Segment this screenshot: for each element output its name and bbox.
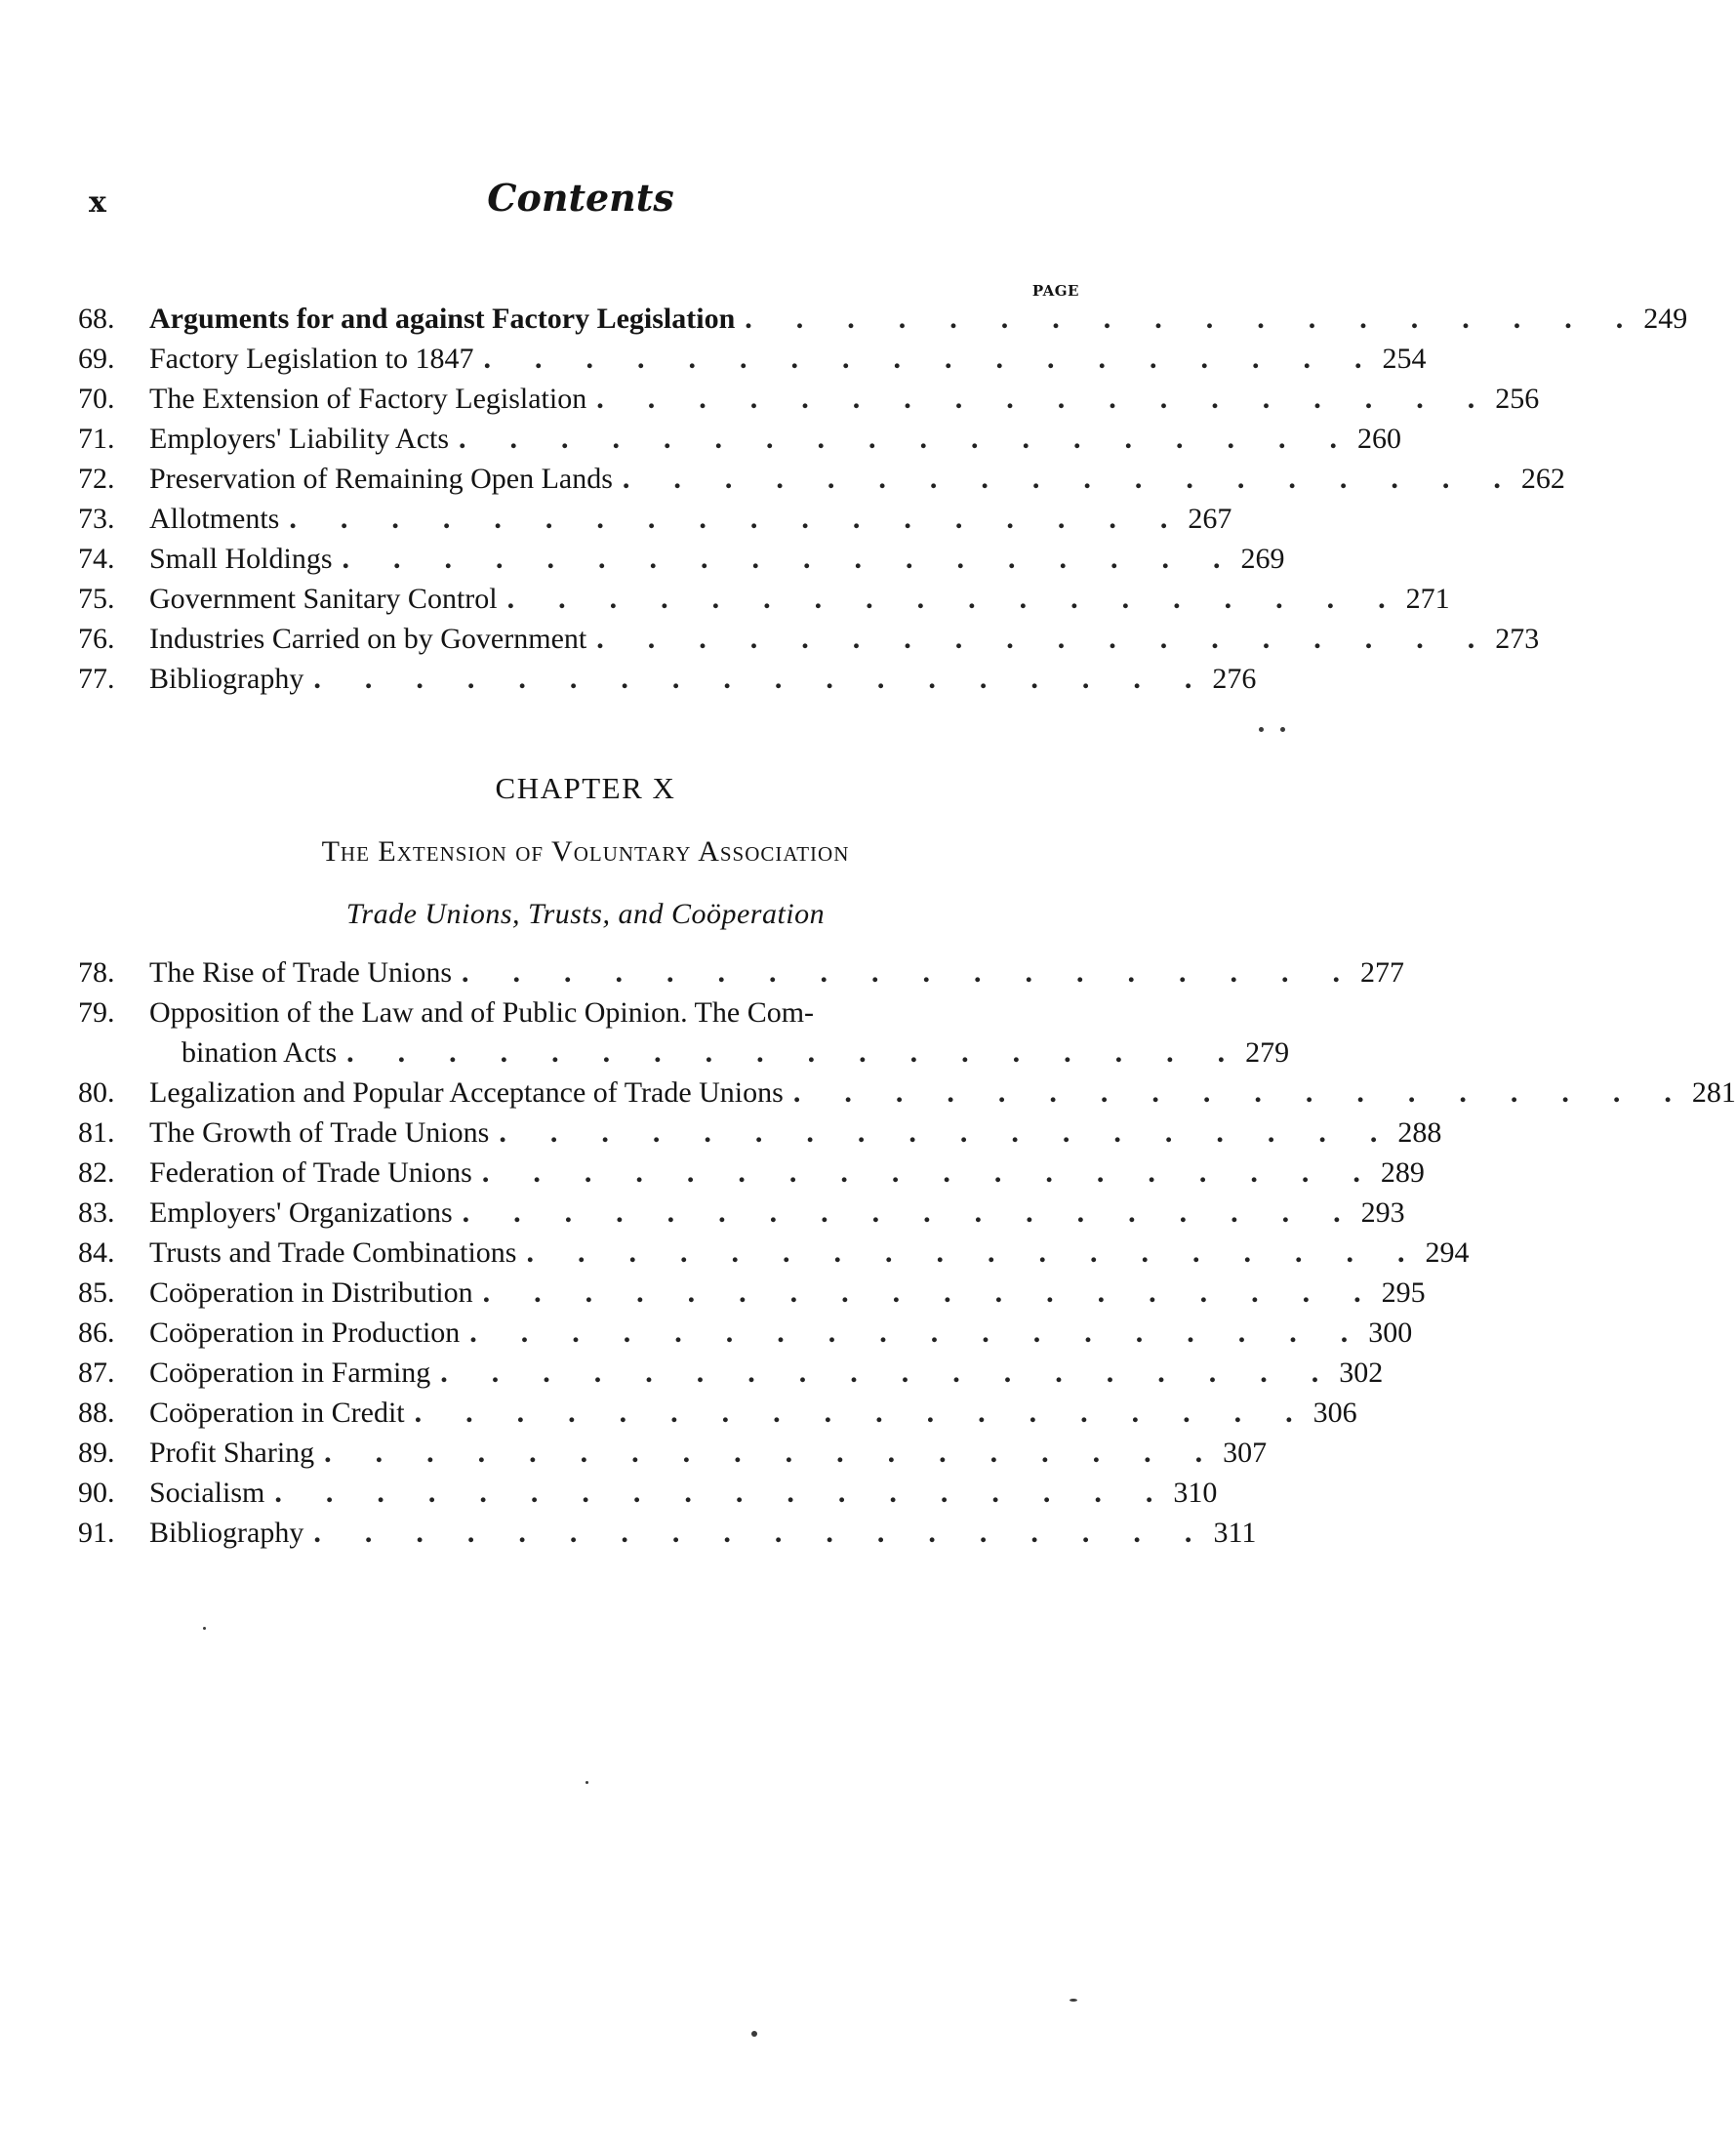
entry-number: 70.	[78, 383, 115, 415]
page-column-label: PAGE	[1031, 282, 1079, 300]
entry-page: 293	[1360, 1196, 1405, 1229]
toc-entry	[78, 459, 1565, 499]
dot-leader	[460, 1313, 1348, 1353]
toc-entry	[78, 419, 1402, 459]
entry-title: Trusts and Trade Combinations	[149, 1236, 517, 1269]
toc-entry	[78, 1313, 1413, 1353]
toc-entry	[78, 952, 1404, 992]
entry-number: 79.	[78, 996, 115, 1029]
dot-leader	[498, 579, 1386, 619]
entry-number: 78.	[78, 956, 115, 989]
entry-number: 71.	[78, 423, 115, 455]
entry-page: 281	[1691, 1076, 1736, 1109]
entry-title: The Rise of Trade Unions	[149, 956, 452, 989]
toc-entry	[78, 379, 1540, 419]
entry-number: 91.	[78, 1517, 115, 1549]
entry-title: Coöperation in Farming	[149, 1357, 431, 1389]
entry-title: Socialism	[149, 1477, 265, 1509]
toc-entry	[78, 1273, 1426, 1313]
dot-leader	[279, 499, 1167, 539]
toc-section-b	[78, 952, 1736, 1553]
toc-entry	[78, 1473, 1218, 1513]
scan-speck	[1259, 727, 1264, 732]
entry-number: 74.	[78, 543, 115, 575]
entry-page: 288	[1397, 1116, 1442, 1149]
entry-page: 295	[1381, 1276, 1426, 1309]
entry-page: 256	[1495, 383, 1540, 415]
toc-entry	[78, 1393, 1357, 1433]
entry-title: Employers' Liability Acts	[149, 423, 450, 455]
entry-page: 249	[1643, 303, 1688, 335]
entry-number: 81.	[78, 1116, 115, 1149]
entry-page: 306	[1312, 1397, 1357, 1429]
entry-number: 68.	[78, 303, 115, 335]
dot-leader	[333, 539, 1221, 579]
running-title: Contents	[487, 176, 674, 220]
entry-page: 307	[1223, 1437, 1268, 1469]
toc-entry	[78, 1113, 1442, 1153]
entry-page: 300	[1368, 1317, 1413, 1349]
entry-title: Bibliography	[149, 1517, 304, 1549]
entry-number: 76.	[78, 623, 115, 655]
toc-entry	[78, 1073, 1736, 1113]
toc-entry	[78, 992, 1290, 1073]
scan-speck	[585, 1781, 588, 1784]
toc-entry	[78, 499, 1232, 539]
toc-entry	[78, 539, 1285, 579]
scan-speck	[203, 1627, 206, 1630]
dot-leader	[430, 1353, 1318, 1393]
toc-entry	[78, 659, 1257, 699]
dot-leader	[303, 1513, 1191, 1553]
entry-page: 279	[1245, 1036, 1290, 1069]
entry-title: Profit Sharing	[149, 1437, 315, 1469]
dot-leader	[516, 1233, 1404, 1273]
dot-leader	[314, 1433, 1202, 1473]
toc-entry	[78, 579, 1450, 619]
dot-leader	[452, 952, 1340, 992]
entry-number: 73.	[78, 503, 115, 535]
entry-title: Government Sanitary Control	[149, 583, 498, 615]
dot-leader	[489, 1113, 1377, 1153]
entry-page: 294	[1425, 1236, 1470, 1269]
entry-number: 82.	[78, 1156, 115, 1189]
entry-title: Legalization and Popular Acceptance of Trade Unions	[149, 1076, 784, 1109]
entry-title: Factory Legislation to 1847	[149, 343, 474, 375]
entry-page: 267	[1188, 503, 1232, 535]
chapter-heading: CHAPTER X	[495, 771, 676, 805]
entry-page: 310	[1173, 1477, 1218, 1509]
entry-page: 302	[1339, 1357, 1384, 1389]
toc-entry	[78, 1513, 1257, 1553]
entry-title: Employers' Organizations	[149, 1196, 453, 1229]
entry-number: 89.	[78, 1437, 115, 1469]
entry-title: Arguments for and against Factory Legislation	[149, 303, 736, 335]
entry-title: Federation of Trade Unions	[149, 1156, 472, 1189]
dot-leader	[473, 1273, 1361, 1313]
entry-title: Coöperation in Production	[149, 1317, 461, 1349]
toc-entry	[78, 1353, 1384, 1393]
entry-number: 90.	[78, 1477, 115, 1509]
dot-leader	[264, 1473, 1152, 1513]
entry-title: Preservation of Remaining Open Lands	[149, 463, 613, 495]
chapter-theme: Trade Unions, Trusts, and Coöperation	[345, 898, 826, 930]
entry-page: 289	[1380, 1156, 1425, 1189]
entry-number: 87.	[78, 1357, 115, 1389]
entry-title: The Growth of Trade Unions	[149, 1116, 490, 1149]
toc-section-a	[78, 299, 1688, 699]
running-head	[83, 176, 1078, 234]
toc-entry	[78, 1153, 1425, 1193]
dot-leader	[613, 459, 1501, 499]
entry-number: 83.	[78, 1196, 115, 1229]
entry-page: 277	[1360, 956, 1404, 989]
entry-title: Coöperation in Credit	[149, 1397, 405, 1429]
entry-page: 260	[1357, 423, 1402, 455]
entry-number: 69.	[78, 343, 115, 375]
dot-leader	[449, 419, 1337, 459]
entry-title: Coöperation in Distribution	[149, 1276, 473, 1309]
scan-speck	[751, 2031, 757, 2037]
dot-leader	[586, 619, 1474, 659]
entry-number: 80.	[78, 1076, 115, 1109]
entry-page: 269	[1240, 543, 1285, 575]
toc-entry	[78, 1433, 1268, 1473]
dot-leader	[405, 1393, 1293, 1433]
toc-entry	[78, 1233, 1470, 1273]
scan-speck	[1280, 727, 1285, 732]
dot-leader	[337, 1033, 1225, 1073]
entry-title: Small Holdings	[149, 543, 333, 575]
entry-number: 88.	[78, 1397, 115, 1429]
entry-page: 271	[1405, 583, 1450, 615]
entry-title: Allotments	[149, 503, 280, 535]
toc-entry	[78, 619, 1540, 659]
dot-leader	[735, 299, 1623, 339]
entry-page: 262	[1520, 463, 1565, 495]
dot-leader	[473, 339, 1361, 379]
entry-page: 311	[1213, 1517, 1257, 1549]
dot-leader	[586, 379, 1474, 419]
entry-title: Bibliography	[149, 663, 304, 695]
entry-page: 254	[1382, 343, 1427, 375]
toc-entry	[78, 339, 1427, 379]
entry-title: The Extension of Factory Legislation	[149, 383, 587, 415]
entry-page: 276	[1212, 663, 1257, 695]
entry-title-line2: bination Acts	[182, 1036, 338, 1069]
entry-title: Industries Carried on by Government	[149, 623, 587, 655]
entry-number: 85.	[78, 1276, 115, 1309]
dot-leader	[453, 1193, 1341, 1233]
dot-leader	[303, 659, 1191, 699]
entry-number: 77.	[78, 663, 115, 695]
entry-number: 75.	[78, 583, 115, 615]
scan-speck	[1070, 1999, 1077, 2002]
dot-leader	[472, 1153, 1360, 1193]
entry-number: 84.	[78, 1236, 115, 1269]
toc-entry	[78, 1193, 1405, 1233]
entry-number: 72.	[78, 463, 115, 495]
entry-number: 86.	[78, 1317, 115, 1349]
entry-title-line1: Opposition of the Law and of Public Opinion. The Com-	[149, 996, 815, 1029]
entry-page: 273	[1495, 623, 1540, 655]
page-numeral: x	[89, 185, 106, 220]
toc-entry	[78, 299, 1688, 339]
dot-leader	[784, 1073, 1672, 1113]
chapter-subtitle: The Extension of Voluntary Association	[321, 835, 850, 868]
